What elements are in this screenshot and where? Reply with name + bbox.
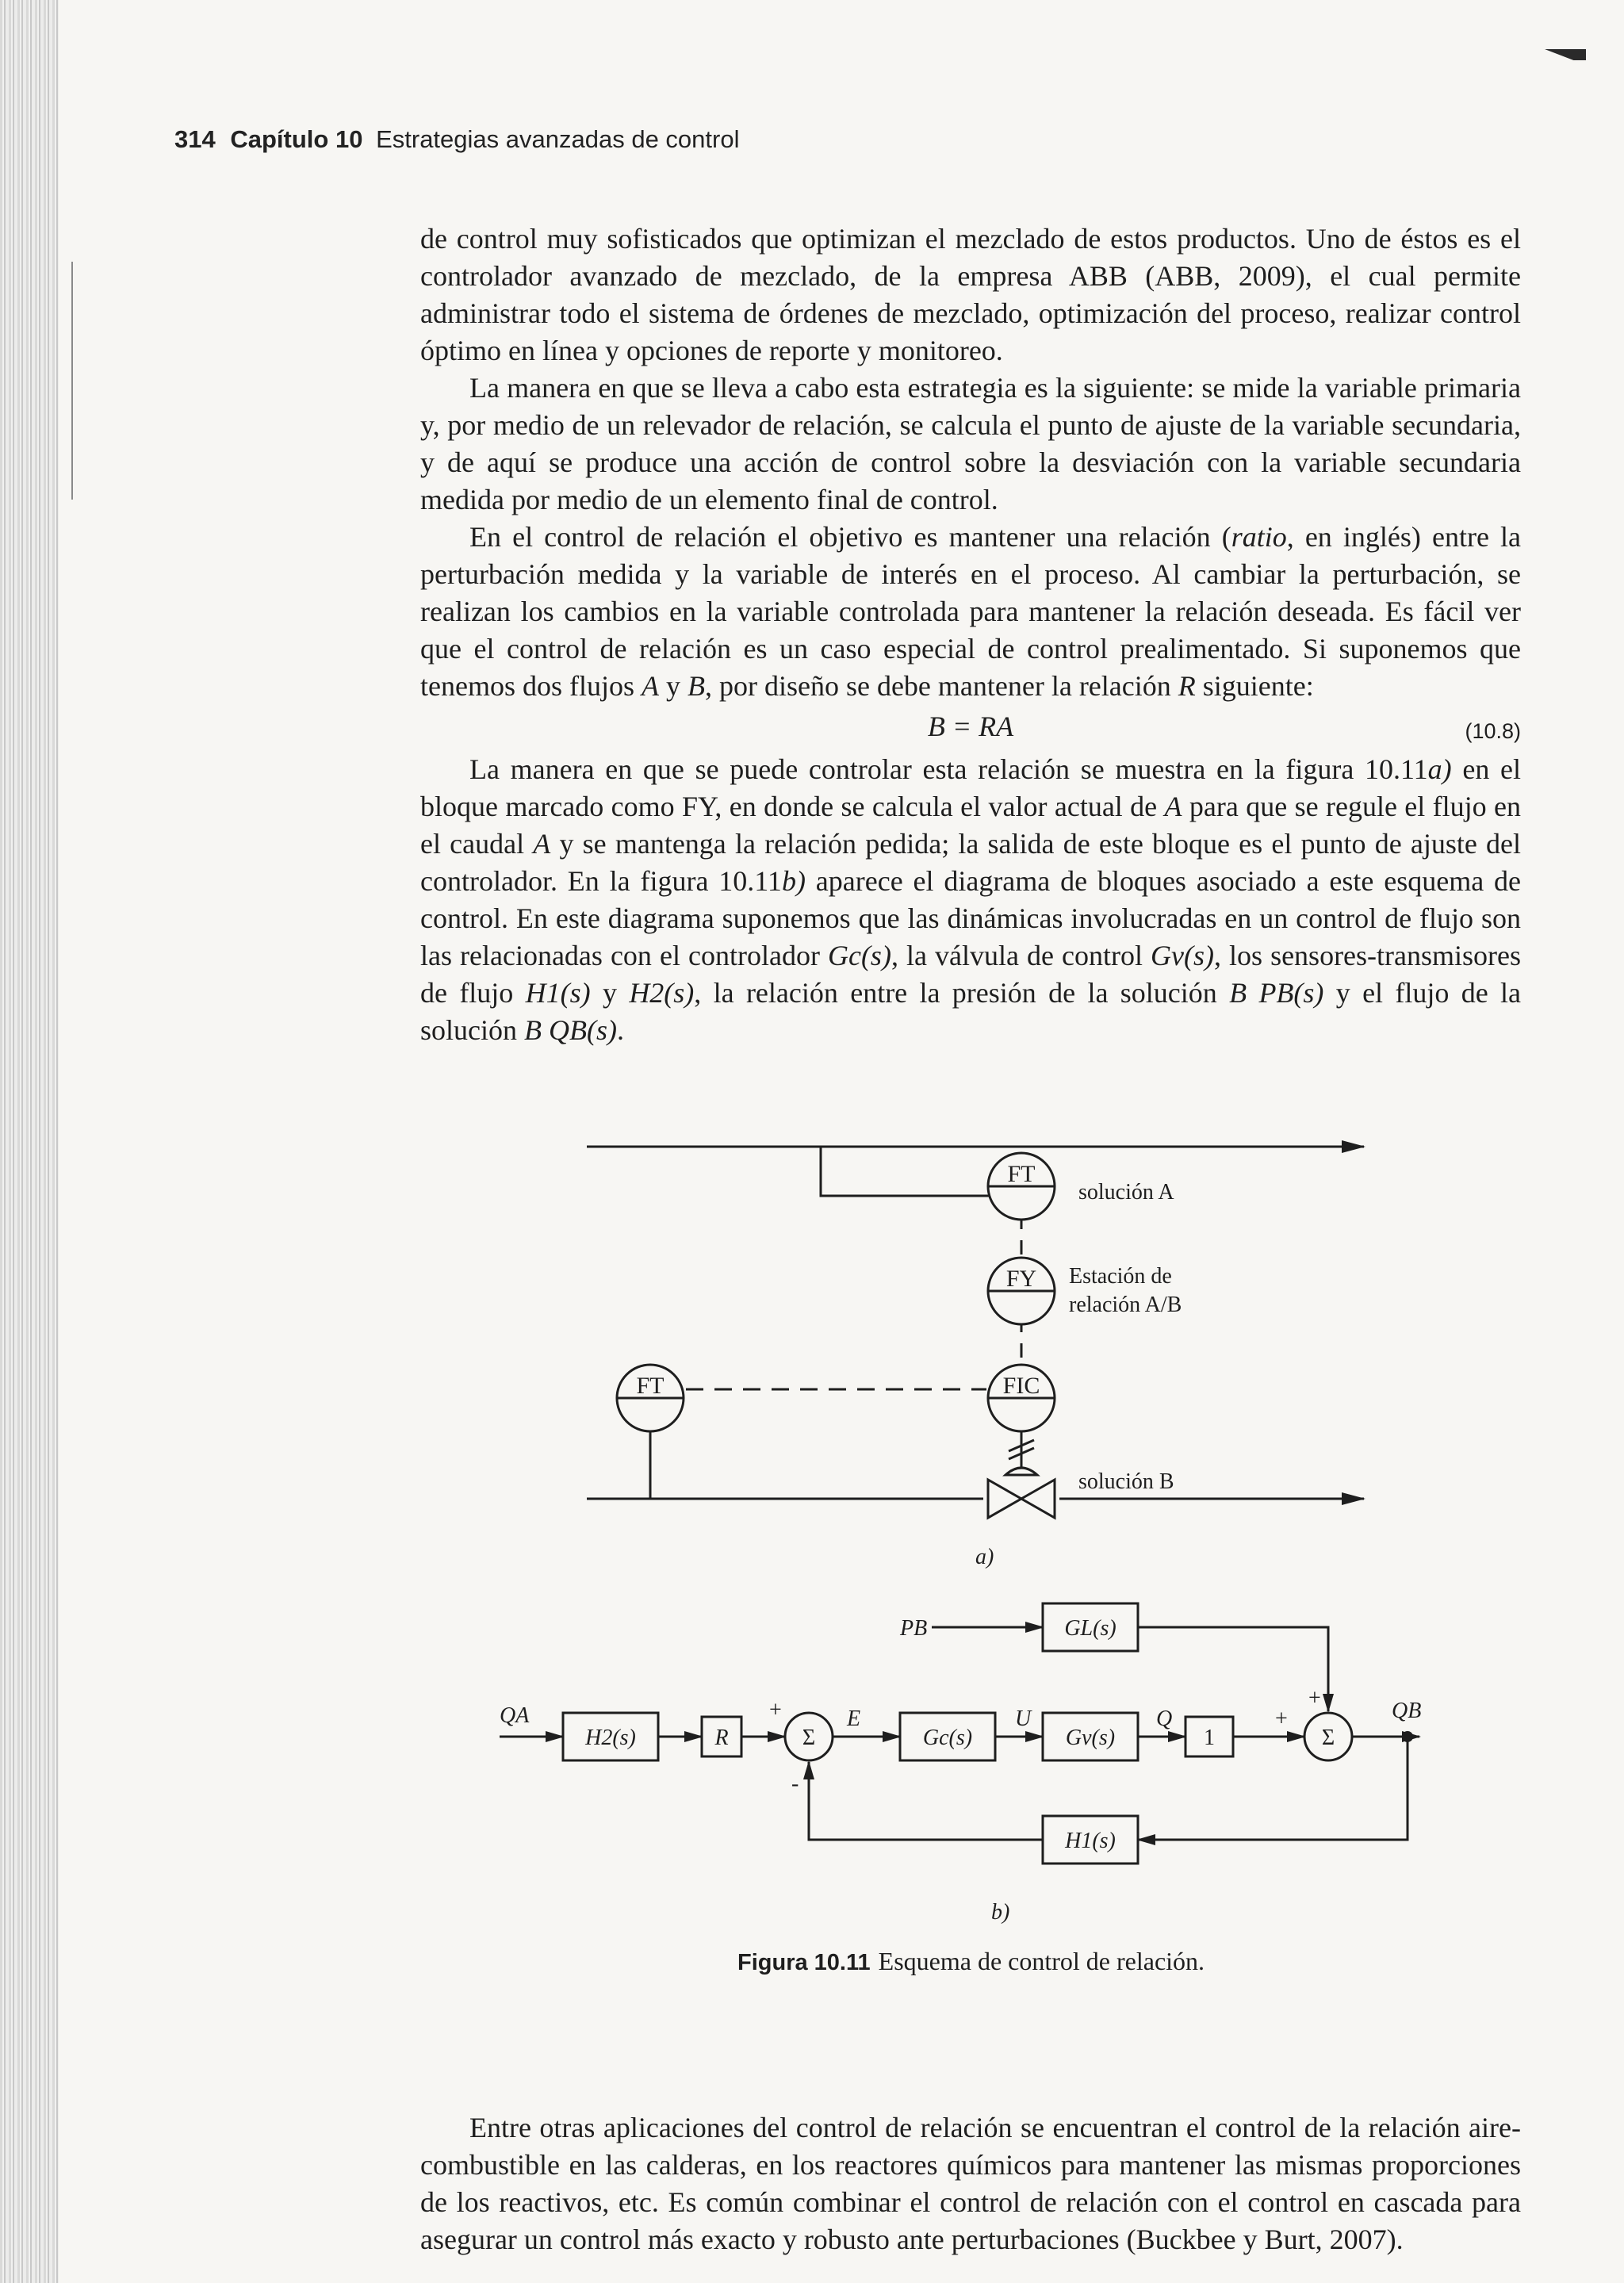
scan-margin-line <box>71 262 73 500</box>
p4-gv: Gv(s) <box>1151 940 1214 971</box>
caption-label: Figura 10.11 <box>737 1950 871 1975</box>
sum2-sigma: Σ <box>1321 1726 1335 1750</box>
h1-label: H1(s) <box>1065 1829 1116 1853</box>
p4-fig-b: b) <box>781 865 806 897</box>
gv-label: Gv(s) <box>1065 1726 1116 1750</box>
paragraph-3 <box>420 519 1521 705</box>
p4-var-b1: B <box>1229 977 1247 1009</box>
p4-var-b2: B <box>524 1014 542 1046</box>
paragraph-2: La manera en que se lleva a cabo esta estrategia es la siguiente: se mide la variable primaria y, por medio de un relevador de relación, se calcula el punto de ajuste de la variable secundaria, y de aquí se produce una acción de control sobre la desviación con la variable secundaria medida por medio de un elemento final de control. <box>420 372 1521 515</box>
p4-qb: QB(s) <box>549 1014 617 1046</box>
fy-tag: FY <box>1005 1266 1037 1292</box>
p4-h1: H1(s) <box>525 977 591 1009</box>
scan-binding-edge <box>0 0 59 2283</box>
p4-text-c: para que se regule el flujo en el caudal <box>420 791 1522 860</box>
station-label-line1: Estación de <box>1069 1264 1172 1289</box>
caption-text: Esquema de control de relación. <box>878 1947 1205 1975</box>
sum2-plus-left: + <box>1275 1707 1288 1731</box>
fic-tag: FIC <box>1002 1373 1040 1399</box>
p3-text-b: , en inglés) entre la perturbación medida y la variable de interés en el proceso. Al cambiar la perturbación, se realizan los cambios en la variable controlada para mantener la relación deseada. Es fácil ver que el control de relación es un caso especial de control prealimentado. Si suponemos que tenemos dos flujos <box>420 521 1521 702</box>
ft-top-tap-line <box>821 1147 1015 1196</box>
feedback-to-h1-arrow <box>1138 1737 1408 1840</box>
p4-pb: PB(s) <box>1258 977 1324 1009</box>
sum1-minus-sign: - <box>791 1772 799 1796</box>
p4-text-i: , la relación entre la presión de la solución <box>694 977 1230 1009</box>
p4-fig-a: a) <box>1427 753 1452 785</box>
p4-text-a: La manera en que se puede controlar esta relación se muestra en la figura 10.11 <box>469 753 1428 785</box>
figure-b-label: b) <box>991 1900 1010 1925</box>
p4-text-h: y <box>590 977 630 1009</box>
paragraph-5: Entre otras aplicaciones del control de relación se encuentran el control de la relación aire-combustible en las calderas, en los reactores químicos para mantener las mismas proporciones de los reactivos, etc. Es común combinar el control de relación con el control en cascada para asegurar un control más exacto y robusto ante perturbaciones (Buckbee y Burt, 2007). <box>420 2112 1521 2255</box>
p3-var-r: R <box>1178 670 1196 702</box>
paragraph-1: de control muy sofisticados que optimizan el mezclado de estos productos. Uno de éstos es el controlador avanzado de mezclado, de la empresa ABB (ABB, 2009), el cual permite administrar todo el sistema de órdenes de mezclado, optimización del proceso, realizar control óptimo en línea y opciones de reporte y monitoreo. <box>420 223 1521 366</box>
p4-text-d: y se mantenga la relación pedida; la salida de este bloque es el punto de ajuste del controlador. En la figura 10.11 <box>420 828 1522 897</box>
p4-text-j: y el flujo de la solución <box>420 977 1522 1046</box>
r-label: R <box>714 1726 729 1750</box>
unity-label: 1 <box>1204 1726 1215 1750</box>
station-label-line2: relación A/B <box>1069 1293 1182 1317</box>
equation-number: (10.8) <box>1465 719 1521 743</box>
valve-body-left <box>988 1480 1021 1518</box>
sum1-plus-sign: + <box>769 1698 782 1722</box>
p4-text-f: , la válvula de control <box>891 940 1151 971</box>
p3-text-e: siguiente: <box>1195 670 1314 702</box>
control-valve <box>988 1468 1055 1518</box>
p4-text-k: . <box>616 1014 624 1046</box>
running-head <box>174 125 739 154</box>
scan-corner-mark <box>1545 49 1586 60</box>
ft-left-tag: FT <box>636 1373 665 1399</box>
u-signal-label: U <box>1015 1707 1032 1731</box>
gc-label: Gc(s) <box>922 1726 973 1750</box>
p3-var-a: A <box>641 670 659 702</box>
h2-label: H2(s) <box>585 1726 636 1750</box>
figure-b-block-diagram <box>468 1586 1507 1927</box>
page-number: 314 <box>174 125 216 153</box>
gl-label: GL(s) <box>1064 1616 1116 1641</box>
body-text-top <box>420 220 1521 1049</box>
p4-text-e: aparece el diagrama de bloques asociado a este esquema de control. En este diagrama suponemos que las dinámicas involucradas en un control de flujo son las relacionadas con el controlador <box>420 865 1521 971</box>
p3-var-b: B <box>687 670 705 702</box>
paragraph-4 <box>420 751 1521 1049</box>
q-signal-label: Q <box>1156 1707 1173 1731</box>
e-signal-label: E <box>847 1707 861 1731</box>
chapter-title: Estrategias avanzadas de control <box>376 125 740 153</box>
p3-text-a: En el control de relación el objetivo es mantener una relación ( <box>469 521 1231 553</box>
qb-label: QB <box>1392 1699 1422 1723</box>
p4-text-b: en el bloque marcado como FY, en donde se calcula el valor actual de <box>420 753 1521 822</box>
pb-label: PB <box>900 1616 928 1641</box>
sum1-sigma: Σ <box>802 1726 816 1750</box>
chapter-label: Capítulo 10 <box>230 125 363 153</box>
p3-text-c: y <box>658 670 688 702</box>
sum2-plus-top: + <box>1308 1686 1321 1710</box>
h1-feedback-arrow <box>809 1762 1043 1840</box>
p3-text-d: , por diseño se debe mantener la relación <box>704 670 1178 702</box>
figure-a-label: a) <box>975 1545 994 1569</box>
solution-a-label: solución A <box>1078 1180 1174 1205</box>
valve-actuator <box>1005 1468 1037 1475</box>
equation-text: B = RA <box>927 711 1014 742</box>
figure-caption <box>737 1947 1205 1976</box>
ft-top-tag: FT <box>1007 1161 1036 1187</box>
valve-body-right <box>1021 1480 1055 1518</box>
p4-gc: Gc(s) <box>827 940 891 971</box>
figure-a-pid-diagram <box>571 1094 1380 1570</box>
gl-sum-arrow <box>1138 1627 1328 1711</box>
body-text-bottom <box>420 2109 1521 2258</box>
equation-10-8 <box>420 705 1521 751</box>
qa-label: QA <box>500 1703 530 1728</box>
p4-text-g: , los sensores-transmisores de flujo <box>420 940 1522 1009</box>
p4-var-a2: A <box>533 828 551 860</box>
p4-var-a1: A <box>1164 791 1182 822</box>
p3-ratio: ratio <box>1231 521 1287 553</box>
p4-h2: H2(s) <box>629 977 695 1009</box>
takeoff-point <box>1402 1731 1413 1742</box>
solution-b-label: solución B <box>1078 1469 1174 1494</box>
